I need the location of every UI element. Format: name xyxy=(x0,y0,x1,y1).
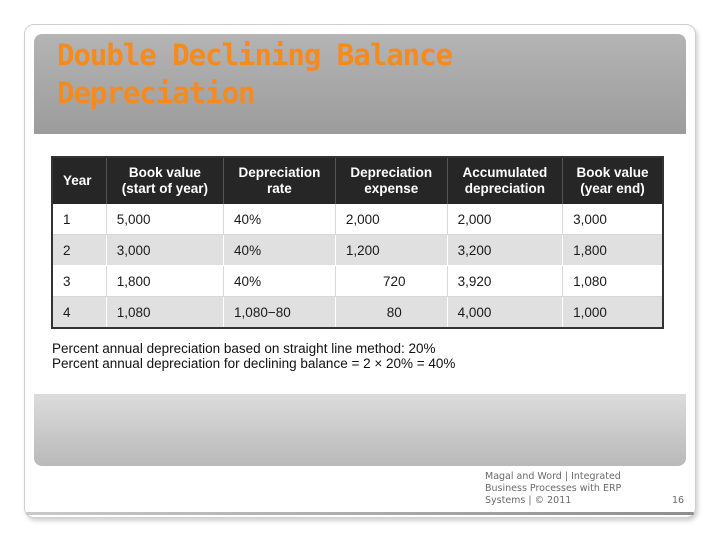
page-number: 16 xyxy=(672,495,685,506)
footer-citation xyxy=(485,471,645,507)
cell-book-value-start: 1,080 xyxy=(106,297,223,329)
header-depreciation-expense: Depreciation expense xyxy=(335,157,447,204)
note-straight-line: Percent annual depreciation based on straight line method: 20% xyxy=(52,341,436,356)
depreciation-table xyxy=(51,156,664,329)
header-book-value-end: Book value (year end) xyxy=(563,157,663,204)
cell-accumulated-depreciation: 2,000 xyxy=(447,204,562,235)
footer-line-1: Magal and Word | Integrated xyxy=(485,471,621,482)
cell-depreciation-expense: 720 xyxy=(335,266,447,297)
slide-title xyxy=(57,36,452,112)
table-row xyxy=(52,297,663,329)
cell-accumulated-depreciation: 3,920 xyxy=(447,266,562,297)
cell-book-value-start: 1,800 xyxy=(106,266,223,297)
slide-title-line-2: Depreciation xyxy=(57,76,255,110)
cell-depreciation-expense: 1,200 xyxy=(335,235,447,266)
header-accumulated-depreciation: Accumulated depreciation xyxy=(447,157,562,204)
header-book-value-start: Book value (start of year) xyxy=(106,157,223,204)
cell-book-value-end: 1,800 xyxy=(563,235,663,266)
cell-depreciation-rate: 40% xyxy=(224,204,336,235)
cell-depreciation-expense: 80 xyxy=(335,297,447,329)
slide-bottom-rule xyxy=(26,512,694,515)
cell-book-value-start: 5,000 xyxy=(106,204,223,235)
cell-year: 2 xyxy=(52,235,106,266)
cell-book-value-start: 3,000 xyxy=(106,235,223,266)
header-depreciation-rate: Depreciation rate xyxy=(224,157,336,204)
table-row xyxy=(52,266,663,297)
cell-depreciation-expense: 2,000 xyxy=(335,204,447,235)
cell-book-value-end: 1,000 xyxy=(563,297,663,329)
lower-band xyxy=(34,394,686,466)
cell-book-value-end: 3,000 xyxy=(563,204,663,235)
depreciation-notes xyxy=(52,341,455,371)
cell-year: 4 xyxy=(52,297,106,329)
table-row xyxy=(52,204,663,235)
footer-line-2: Business Processes with ERP xyxy=(485,483,622,494)
cell-book-value-end: 1,080 xyxy=(563,266,663,297)
cell-depreciation-rate: 1,080−80 xyxy=(224,297,336,329)
cell-depreciation-rate: 40% xyxy=(224,266,336,297)
cell-accumulated-depreciation: 3,200 xyxy=(447,235,562,266)
cell-accumulated-depreciation: 4,000 xyxy=(447,297,562,329)
footer-line-3: Systems | © 2011 xyxy=(485,495,572,506)
header-year: Year xyxy=(52,157,106,204)
note-declining-balance: Percent annual depreciation for declining balance = 2 × 20% = 40% xyxy=(52,356,456,371)
cell-year: 3 xyxy=(52,266,106,297)
slide-title-line-1: Double Declining Balance xyxy=(57,38,453,72)
table-row xyxy=(52,235,663,266)
cell-year: 1 xyxy=(52,204,106,235)
table-header-row xyxy=(52,157,663,204)
cell-depreciation-rate: 40% xyxy=(224,235,336,266)
